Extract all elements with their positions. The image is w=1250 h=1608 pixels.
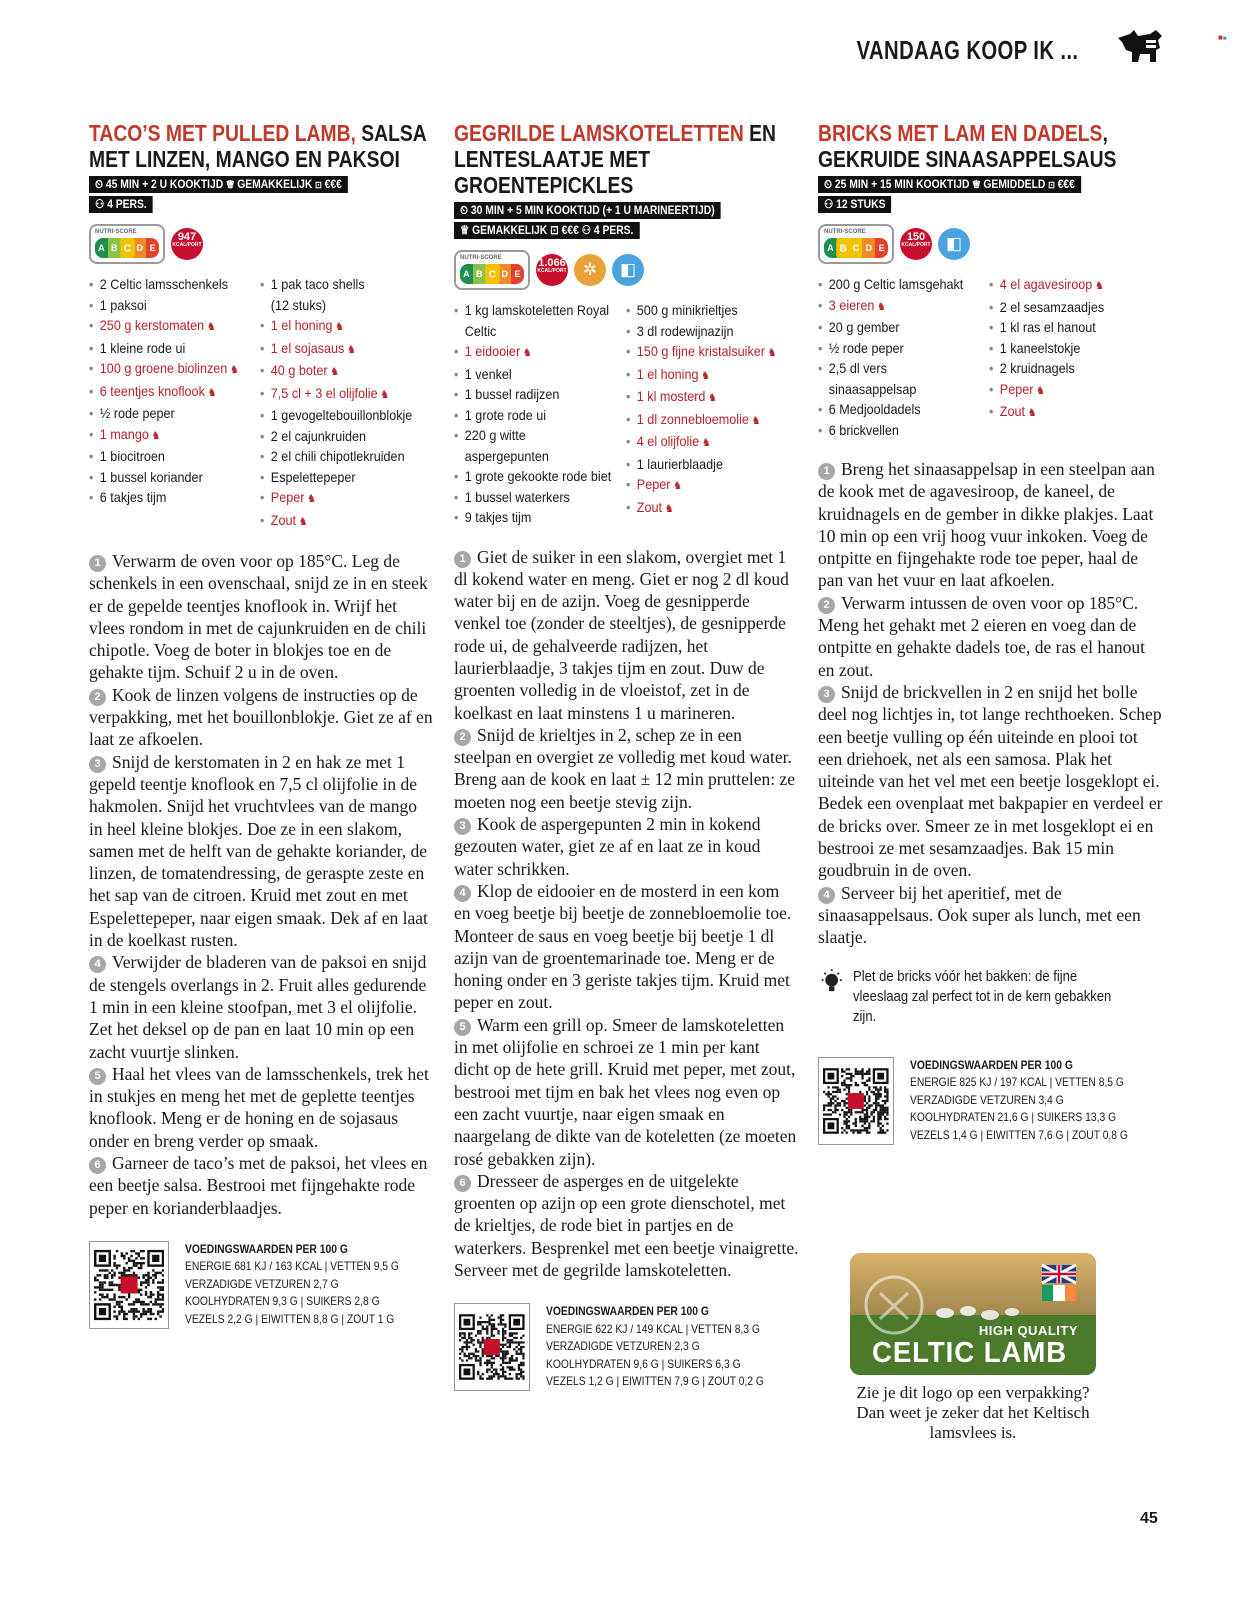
ingredient-item: sinaasappelsap: [828, 380, 917, 397]
ingredient-item: • Espelettepeper: [260, 467, 417, 488]
lion-icon: ♞: [751, 414, 761, 427]
ingredient-item: • 2 el chili chipotlekruiden: [260, 446, 417, 467]
ingredient-item: • 1 bussel radijzen: [454, 384, 609, 405]
lion-icon: ♞: [1036, 384, 1046, 397]
ingredient-item: • 1 kaneelstokje: [989, 338, 1146, 359]
ingredient-item: • 2 kruidnagels: [989, 358, 1146, 379]
step-number-icon: 6: [454, 1175, 471, 1192]
step: 5 Haal het vlees van de lamsschenkels, trek het in stukjes en meng het met de geplette teentjes knoflook. Meng er de honing en de sojasaus onder en breng verder op smaak.: [89, 1063, 429, 1151]
lion-icon: ♞: [1094, 280, 1104, 292]
recipe-title: GEGRILDE LAMSKOTELETTEN EN LENTESLAATJE MET GROENTEPICKLES: [454, 120, 777, 198]
ingredient-item: • 1 el honing ♞: [626, 364, 782, 387]
recipe-3: [818, 120, 1163, 1145]
step-number-icon: 6: [89, 1157, 106, 1174]
ingredient-item: • 220 g witte: [454, 425, 609, 446]
lion-icon: ♞: [1027, 407, 1037, 419]
ingredient-item: • 250 g kerstomaten ♞: [89, 315, 243, 338]
ingredient-item: • 1 gevogeltebouillonblokje: [260, 405, 417, 426]
ingredient-item: • Peper ♞: [626, 474, 782, 497]
lion-icon: ♞: [207, 386, 217, 399]
ingredients: [89, 274, 434, 532]
difficulty-price-servings: ♕ GEMAKKELIJK ⊡ €€€ ⚇ 4 PERS.: [454, 222, 639, 239]
kcal-badge: 150 KCAL/PORT: [900, 228, 932, 260]
recipe-1: [89, 120, 434, 1329]
ingredient-item: • 40 g boter ♞: [260, 360, 417, 383]
time-difficulty-price: ⏲ 45 MIN + 2 U KOOKTIJD ♕ GEMAKKELIJK ⊡ €€€: [89, 176, 348, 193]
lion-icon: ♞: [206, 321, 216, 333]
step-number-icon: 2: [454, 729, 471, 746]
nutrition-block: VOEDINGSWAARDEN PER 100 G ENERGIE 681 KJ / 163 KCAL | VETTEN 9,5 G VERZADIGDE VETZUREN 2,7 G KOOLHYDRATEN 9,3 G | SUIKERS 2,8 G VEZELS 2,2 G | EIWITTEN 8,8 G | ZOUT 1 G: [89, 1241, 434, 1329]
lion-icon: ♞: [151, 429, 161, 442]
ingredient-item: • 2,5 dl vers: [818, 358, 972, 379]
step: 1 Verwarm de oven voor op 185°C. Leg de schenkels in een ovenschaal, snijd ze in en steek er de gepelde teentjes knoflook in. Wrijf het vlees rondom in met de cajunkruiden en de chili chipotle. Voeg de boter in blokjes toe en de gehakte tijm. Schuif 2 u in de oven.: [89, 551, 428, 683]
preparation-steps: [89, 550, 434, 1219]
ingredient-item: • Peper ♞: [260, 487, 417, 510]
tip: Plet de bricks vóór het bakken: de fijne vleeslaag zal perfect tot in de kern gebakken zijn.: [818, 967, 1163, 1027]
ingredient-item: • 1 mango ♞: [89, 424, 243, 447]
recipe-title: TACO’S MET PULLED LAMB, SALSA MET LINZEN, MANGO EN PAKSOI: [89, 120, 427, 172]
time-difficulty-price: ⏲ 25 MIN + 15 MIN KOOKTIJD ♕ GEMIDDELD ⊡ €€€: [818, 176, 1081, 193]
ingredients: [454, 300, 799, 528]
ingredient-item: • 7,5 cl + 3 el olijfolie ♞: [260, 383, 417, 406]
lion-icon: ♞: [347, 343, 356, 356]
celtic-lamb-logo: [850, 1253, 1096, 1375]
recipe-2: [454, 120, 799, 1391]
step: 2 Verwarm intussen de oven voor op 185°C. Meng het gehakt met 2 eieren en voeg dan de ontpitte en gehakte dadels toe, de ras el hanout en zout.: [818, 592, 1146, 680]
servings: ⚇ 4 PERS.: [89, 196, 153, 213]
ingredient-item: • 1 el sojasaus ♞: [260, 338, 417, 361]
ingredient-item: • 20 g gember: [818, 317, 972, 338]
kcal-badge: 947 KCAL/PORT: [171, 228, 203, 260]
ingredient-item: • 4 el olijfolie ♞: [626, 431, 782, 454]
step: 1 Breng het sinaasappelsap in een steelpan aan de kook met de agavesiroop, de kaneel, de kruidnagels en de gember in dikke plakjes. Laat 10 min op een vrij hoog vuur inkoken. Voeg de ontpitte en fijngehakte rode toe peper, haal de pan van het vuur en laat afkoelen.: [818, 459, 1155, 591]
ingredient-item: • Zout ♞: [989, 401, 1146, 424]
ingredient-item: (12 stuks): [270, 296, 327, 313]
nutri-score: NUTRI-SCORE A B C D E: [818, 224, 894, 264]
step: 3 Snijd de brickvellen in 2 en snijd het bolle deel nog lichtjes in, tot lange rechthoeken. Schep een beetje vulling op één uiteinde en plooi tot een driehoek, net als een samosa. Plak het uiteinde van het vel met een beetje losgeklopt ei. Bedek een ovenplaat met bakpapier en verdeel er de bricks over. Smeer ze in met losgeklopt ei en bestrooi ze met sesamzaadjes. Bak 15 min goudbruin in de oven.: [818, 681, 1163, 881]
recipe-meta: [454, 202, 799, 242]
lion-icon: ♞: [708, 392, 718, 404]
ingredient-item: • 1 kleine rode ui: [89, 338, 243, 359]
ingredients: [818, 274, 1163, 440]
step-number-icon: 5: [454, 1019, 471, 1036]
ingredient-item: • ½ rode peper: [89, 403, 243, 424]
recipe-meta: [89, 176, 434, 216]
kcal-badge: 1.066 KCAL/PORT: [536, 254, 568, 286]
step: 4 Serveer bij het aperitief, met de sinaasappelsaus. Ook super als lunch, met een slaatje.: [818, 882, 1141, 948]
lion-icon: ♞: [335, 321, 345, 333]
step: 3 Kook de aspergepunten 2 min in kokend gezouten water, giet ze af en laat ze in koud water schrikken.: [454, 814, 761, 879]
delhaize-lion-logo: [1116, 28, 1164, 64]
ingredient-item: • 1 laurierblaadje: [626, 454, 782, 475]
step: 6 Dresseer de asperges en de uitgelekte groenten op azijn op een grote dienschotel, met de krieltjes, de rode biet in partjes en de waterkers. Besprenkel met een beetje vinaigrette. Serveer met de gegrilde lamskoteletten.: [454, 1170, 799, 1280]
lion-icon: ♞: [767, 347, 777, 359]
ingredient-item: • 500 g minikrieltjes: [626, 300, 782, 321]
ingredient-item: • 1 kg lamskoteletten Royal: [454, 300, 609, 321]
lion-icon: ♞: [664, 502, 674, 515]
ingredient-item: • 6 takjes tijm: [89, 487, 243, 508]
ingredient-item: • 9 takjes tijm: [454, 507, 609, 528]
preparation-steps: [454, 546, 799, 1282]
step-number-icon: 2: [89, 689, 106, 706]
nutri-score: NUTRI-SCORE A B C D E: [454, 250, 530, 290]
lion-icon: ♞: [701, 369, 711, 382]
ingredient-item: • 150 g fijne kristalsuiker ♞: [626, 341, 782, 364]
step: 2 Kook de linzen volgens de instructies op de verpakking, met het bouillonblokje. Giet ze af en laat ze afkoelen.: [89, 684, 433, 750]
ingredient-item: • 2 el cajunkruiden: [260, 426, 417, 447]
step-number-icon: 4: [454, 885, 471, 902]
ingredient-item: aspergepunten: [464, 447, 549, 464]
nutrition-block: VOEDINGSWAARDEN PER 100 G ENERGIE 622 KJ / 149 KCAL | VETTEN 8,3 G VERZADIGDE VETZUREN 2,3 G KOOLHYDRATEN 9,6 G | SUIKERS 6,3 G VEZELS 1,2 G | EIWITTEN 7,9 G | ZOUT 0,2 G: [454, 1303, 799, 1391]
servings: ⚇ 12 STUKS: [818, 196, 891, 213]
ingredient-item: • 3 eieren ♞: [818, 295, 972, 318]
ingredient-item: • 1 bussel koriander: [89, 467, 243, 488]
ingredient-item: • 1 el honing ♞: [260, 315, 417, 338]
step-number-icon: 1: [818, 463, 835, 480]
ingredient-item: • 1 grote gekookte rode biet: [454, 466, 609, 487]
lion-icon: ♞: [307, 493, 317, 505]
step-number-icon: 3: [818, 686, 835, 703]
nutri-score: NUTRI-SCORE A B C D E: [89, 224, 165, 264]
time: ⏲ 30 MIN + 5 MIN KOOKTIJD (+ 1 U MARINEERTIJD): [454, 202, 721, 219]
nutrition-block: VOEDINGSWAARDEN PER 100 G ENERGIE 825 KJ / 197 KCAL | VETTEN 8,5 G VERZADIGDE VETZUREN 3,4 G KOOLHYDRATEN 21,6 G | SUIKERS 13,3 G VEZELS 1,4 G | EIWITTEN 7,6 G | ZOUT 0,8 G: [818, 1057, 1163, 1145]
step-number-icon: 1: [454, 551, 471, 568]
ingredient-item: • 4 el agavesiroop ♞: [989, 274, 1146, 297]
ingredient-item: • Zout ♞: [626, 497, 782, 520]
lion-icon: ♞: [330, 366, 340, 378]
qr-code[interactable]: [89, 1241, 169, 1329]
ingredient-item: • 1 venkel: [454, 364, 609, 385]
qr-code[interactable]: [454, 1303, 530, 1391]
step: 2 Snijd de krieltjes in 2, schep ze in een steelpan en overgiet ze volledig met koud water. Breng aan de kook en laat ± 12 min pruttelen: ze moeten nog een beetje stevig zijn.: [454, 724, 796, 812]
celtic-brand: CELTIC LAMB: [872, 1337, 1068, 1369]
recipe-title: BRICKS MET LAM EN DADELS, GEKRUIDE SINAASAPPELSAUS: [818, 120, 1117, 172]
ingredient-item: • 1 pak taco shells: [260, 274, 417, 295]
step: 1 Giet de suiker in een slakom, overgiet met 1 dl kokend water en meng. Giet er nog 2 dl koud water bij en de azijn. Voeg de gesnipperde venkel toe (zonder de steeltjes), de gesnipperde rode ui, de gehalveerde radijzen, het laurierblaadje, 3 takjes tijm en zout. Duw de groenten volledig in de vloeistof, zet in de koelkast en laat minstens 1 u marineren.: [454, 546, 789, 723]
ingredient-item: • 100 g groene biolinzen ♞: [89, 358, 243, 381]
ingredient-item: • 1 kl ras el hanout: [989, 317, 1146, 338]
ingredient-item: • 1 biocitroen: [89, 446, 243, 467]
ingredient-item: • 6 teentjes knoflook ♞: [89, 381, 243, 404]
lion-icon: ♞: [673, 480, 683, 492]
lion-icon: ♞: [380, 388, 390, 401]
ingredient-item: • 2 el sesamzaadjes: [989, 297, 1146, 318]
ingredient-item: • 6 brickvellen: [818, 420, 972, 441]
ingredient-item: • Peper ♞: [989, 379, 1146, 402]
logo-caption: Zie je dit logo op een verpakking? Dan weet je zeker dat het Keltisch lamsvlees is.: [856, 1383, 1090, 1442]
ingredient-item: • 1 kl mosterd ♞: [626, 386, 782, 409]
ingredient-item: • 3 dl rodewijnazijn: [626, 321, 782, 342]
lion-icon: ♞: [877, 300, 886, 313]
lion-icon: ♞: [298, 515, 308, 528]
qr-code[interactable]: [818, 1057, 894, 1145]
ingredient-item: • Zout ♞: [260, 510, 417, 533]
step-number-icon: 1: [89, 555, 106, 572]
color-marks: ■■: [1218, 33, 1227, 42]
gluten-free-icon: ✲: [574, 254, 606, 286]
ingredient-item: • 200 g Celtic lamsgehakt: [818, 274, 972, 295]
ingredient-item: Celtic: [464, 322, 497, 339]
step: 6 Garneer de taco’s met de paksoi, het vlees en een beetje salsa. Bestrooi met fijngehakte rode peper en korianderblaadjes.: [89, 1153, 428, 1218]
step-number-icon: 3: [89, 756, 106, 773]
lion-icon: ♞: [230, 364, 239, 376]
ingredient-item: • 1 grote rode ui: [454, 405, 609, 426]
ingredient-item: • 1 eidooier ♞: [454, 341, 609, 364]
lactose-free-icon: ◧: [938, 228, 970, 260]
ingredient-item: • ½ rode peper: [818, 338, 972, 359]
step: 4 Verwijder de bladeren van de paksoi en snijd de stengels overlangs in 2. Fruit alles gedurende 1 min in een kleine stoofpan, met 3 el olijfolie. Zet het deksel op de pan en laat 10 min op een zacht vuurtje slinken.: [89, 952, 427, 1062]
step-number-icon: 4: [89, 956, 106, 973]
ingredient-item: • 6 Medjooldadels: [818, 399, 972, 420]
step-number-icon: 5: [89, 1068, 106, 1085]
ingredient-item: • 1 bussel waterkers: [454, 487, 609, 508]
page-number: 45: [1140, 1510, 1158, 1527]
step: 5 Warm een grill op. Smeer de lamskoteletten in met olijfolie en schroei ze 1 min per kant dicht op de hete grill. Kruid met peper, met zout, bestrooi met tijm en bak het vlees nog even op een zacht vuurtje, naar eigen smaak en naargelang de dikte van de koteletten (ze moeten rosé gebakken zijn).: [454, 1014, 797, 1169]
lactose-free-icon: ◧: [612, 254, 644, 286]
preparation-steps: [818, 458, 1163, 949]
step: 4 Klop de eidooier en de mosterd in een kom en voeg beetje bij beetje de zonnebloemolie toe. Monteer de saus en voeg beetje bij beetje 1 dl azijn van de groentemarinade toe. Meng er de honing onder en 3 geriste takjes tijm. Kruid met peper en zout.: [454, 880, 792, 1013]
step: 3 Snijd de kerstomaten in 2 en hak ze met 1 gepeld teentje knoflook en 7,5 cl olijfolie in de hakmolen. Snijd het vruchtvlees van de mango in heel kleine blokjes. Doe ze in een slakom, samen met de helft van de gehakte koriander, de linzen, de tomatendressing, de geraspte zeste en het sap van de citroen. Kruid met zout en met Espelettepeper, naar eigen smaak. Dek af en laat in de koelkast rusten.: [89, 751, 428, 951]
ingredient-item: • 1 dl zonnebloemolie ♞: [626, 409, 782, 432]
step-number-icon: 2: [818, 597, 835, 614]
recipe-meta: [818, 176, 1163, 216]
lion-icon: ♞: [701, 437, 711, 449]
lion-icon: ♞: [522, 347, 532, 359]
section-title: VANDAAG KOOP IK ...: [856, 35, 1078, 65]
lightbulb-icon: [818, 967, 845, 997]
ingredient-item: • 1 paksoi: [89, 295, 243, 316]
step-number-icon: 4: [818, 887, 835, 904]
step-number-icon: 3: [454, 818, 471, 835]
celtic-tagline: HIGH QUALITY: [978, 1323, 1078, 1338]
ingredient-item: • 2 Celtic lamsschenkels: [89, 274, 243, 295]
